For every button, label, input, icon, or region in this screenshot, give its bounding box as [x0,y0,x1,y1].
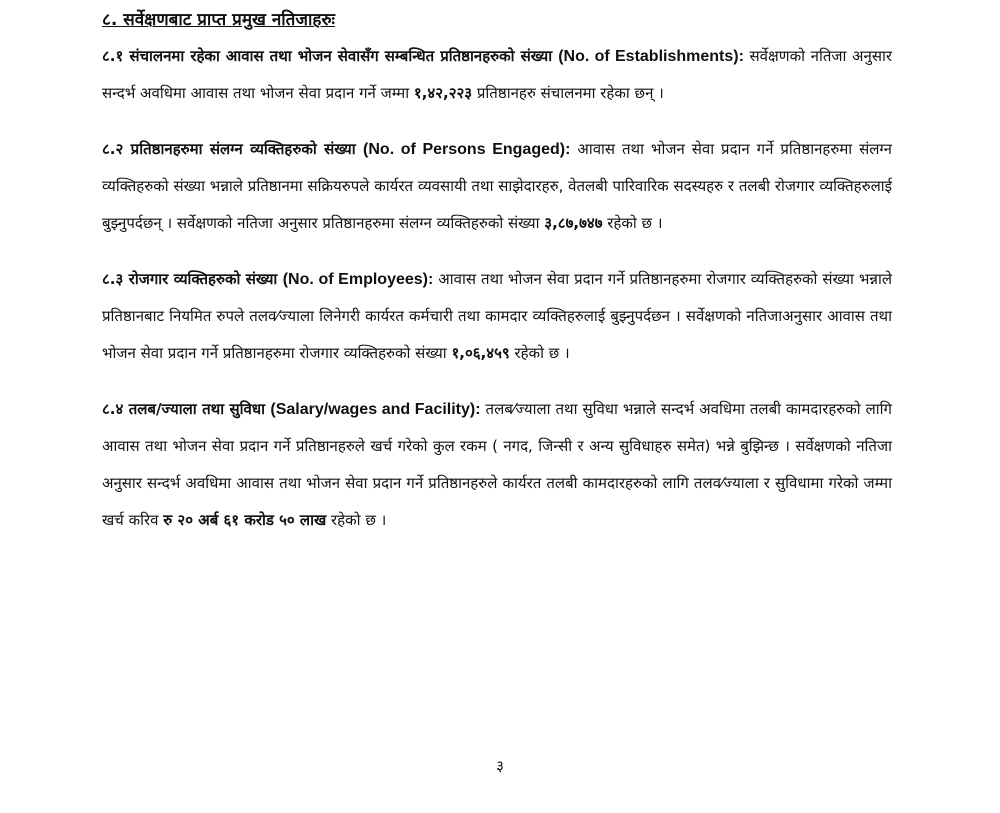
paragraph-text: सर्वेक्षणको नतिजा अनुसार सन्दर्भ अवधिमा आवास तथा भोजन सेवा प्रदान गर्ने जम्मा [102,47,892,102]
document-page [102,8,892,539]
paragraph-employees [102,261,892,372]
paragraph-lead: ८.१ संचालनमा रहेका आवास तथा भोजन सेवासँग सम्बन्धित प्रतिष्ठानहरुको संख्या (No. of Establishments): [102,47,744,65]
paragraph-establishments [102,38,892,112]
key-figure: रु २० अर्ब ६१ करोड ५० लाख [163,511,327,529]
paragraph-persons-engaged [102,131,892,242]
paragraph-lead: ८.३ रोजगार व्यक्तिहरुको संख्या (No. of Employees): [102,270,434,288]
paragraph-text: आवास तथा भोजन सेवा प्रदान गर्ने प्रतिष्ठानहरुमा रोजगार व्यक्तिहरुको संख्या भन्नाले प्रतिष्ठानबाट नियमित रुपले तलव⁄ज्याला लिनेगरी कार्यरत कर्मचारी तथा कामदार व्यक्तिहरुलाई बुझ्नुपर्दछन । सर्वेक्षणको नतिजाअनुसार आवास तथा भोजन सेवा प्रदान गर्ने प्रतिष्ठानहरुमा रोजगार व्यक्तिहरुको संख्या [102,270,893,362]
paragraph-lead: ८.२ प्रतिष्ठानहरुमा संलग्न व्यक्तिहरुको संख्या (No. of Persons Engaged): [102,140,571,158]
key-figure: ३,८७,७४७ [544,214,603,232]
paragraph-text: आवास तथा भोजन सेवा प्रदान गर्ने प्रतिष्ठानहरुमा संलग्न व्यक्तिहरुको संख्या भन्नाले प्रतिष्ठानमा सक्रियरुपले कार्यरत व्यवसायी तथा साझेदारहरु, वेतलबी पारिवारिक सदस्यहरु र तलबी रोजगार व्यक्तिहरुलाई बुझ्नुपर्दछन् । सर्वेक्षणको नतिजा अनुसार प्रतिष्ठानहरुमा संलग्न व्यक्तिहरुको संख्या [102,140,892,232]
paragraph-text-end: रहेको छ । [514,344,570,362]
paragraph-text: तलब⁄ज्याला तथा सुविधा भन्नाले सन्दर्भ अवधिमा तलबी कामदारहरुको लागि आवास तथा भोजन सेवा प्रदान गर्ने प्रतिष्ठानहरुले खर्च गरेको कुल रकम ( नगद, जिन्सी र अन्य सुविधाहरु समेत) भन्ने बुझिन्छ । सर्वेक्षणको नतिजा अनुसार सन्दर्भ अवधिमा आवास तथा भोजन सेवा प्रदान गर्ने प्रतिष्ठानहरुले कार्यरत तलबी कामदारहरुको लागि तलव⁄ज्याला र सुविधामा गरेको जम्मा खर्च करिव [102,400,893,529]
page-number: ३ [496,757,504,775]
key-figure: १,०६,४५९ [451,344,510,362]
paragraph-text-end: प्रतिष्ठानहरु संचालनमा रहेका छन् । [476,84,664,102]
paragraph-lead: ८.४ तलब/ज्याला तथा सुविधा (Salary/wages and Facility): [102,400,481,418]
paragraph-text-end: रहेको छ । [331,511,387,529]
key-figure: १,४२,२२३ [413,84,473,102]
section-heading: ८. सर्वेक्षणबाट प्राप्त प्रमुख नतिजाहरुः [102,10,335,30]
paragraph-salary-wages [102,391,892,539]
paragraph-text-end: रहेको छ । [607,214,663,232]
